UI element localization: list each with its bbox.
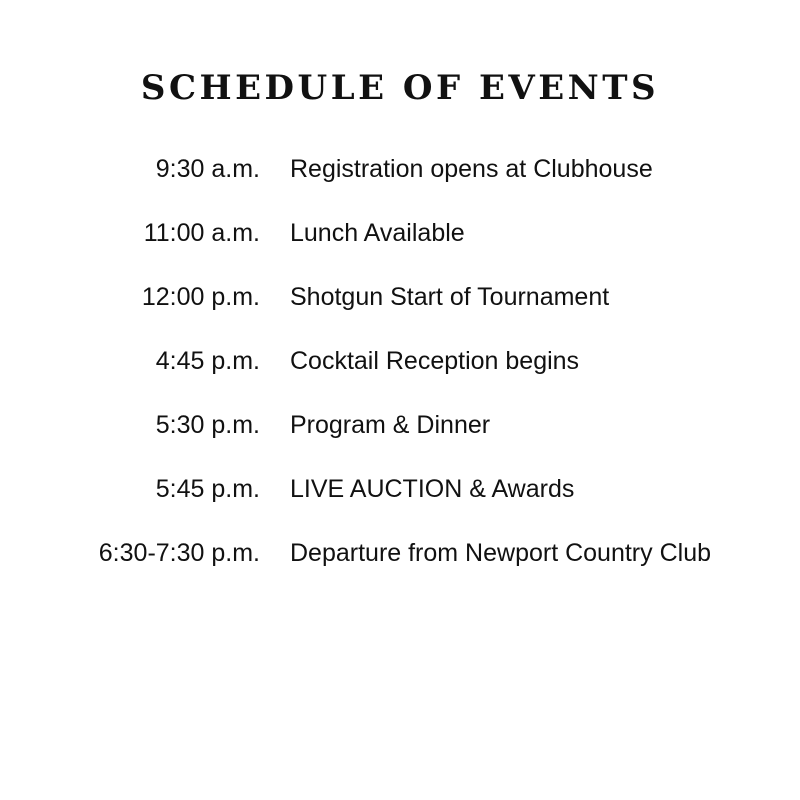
- event-time: 4:45 p.m.: [155, 347, 260, 375]
- event-description: Departure from Newport Country Club: [290, 539, 711, 567]
- schedule-row: [0, 210, 800, 274]
- event-time: 5:45 p.m.: [155, 475, 260, 503]
- schedule-list: [0, 146, 800, 594]
- event-description: Program & Dinner: [290, 411, 491, 439]
- event-time: 11:00 a.m.: [143, 219, 260, 247]
- event-time: 6:30-7:30 p.m.: [98, 539, 260, 567]
- event-time: 12:00 p.m.: [141, 283, 260, 311]
- schedule-row: [0, 530, 800, 594]
- event-description: LIVE AUCTION & Awards: [290, 475, 575, 503]
- event-description: Shotgun Start of Tournament: [290, 283, 610, 311]
- event-time: 5:30 p.m.: [155, 411, 260, 439]
- schedule-row: [0, 338, 800, 402]
- event-description: Registration opens at Clubhouse: [290, 155, 653, 183]
- event-description: Lunch Available: [290, 219, 465, 247]
- event-time: 9:30 a.m.: [155, 155, 260, 183]
- schedule-row: [0, 146, 800, 210]
- schedule-row: [0, 466, 800, 530]
- schedule-row: [0, 274, 800, 338]
- event-description: Cocktail Reception begins: [290, 347, 580, 375]
- page-title: SCHEDULE OF EVENTS: [140, 68, 660, 108]
- schedule-row: [0, 402, 800, 466]
